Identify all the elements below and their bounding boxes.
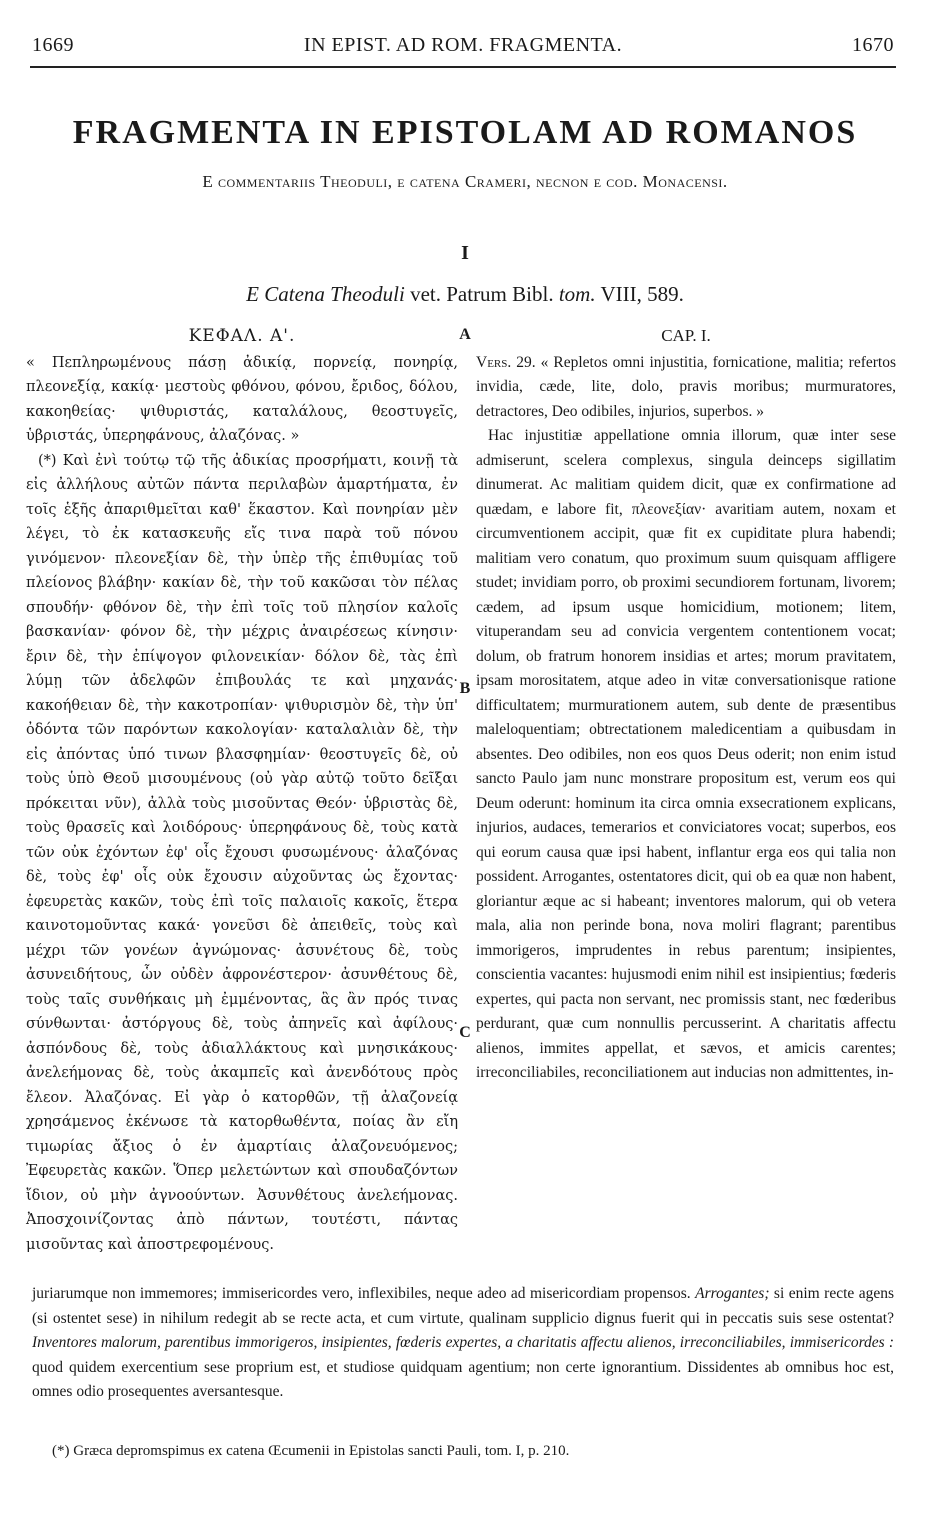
latin-column (476, 324, 896, 1086)
section-number: I (461, 242, 469, 264)
latin-verse-text: « Repletos omni injustitia, fornicatione, malitia; refertos invidia, cæde, lite, dolo, pravis moribus; murmuratores, detractores, Deo odibiles, injurios, superbos. » (476, 353, 897, 420)
margin-letter-a: A (459, 326, 471, 343)
greek-column (26, 324, 458, 1257)
full-text-2: si enim recte agens (si ostentet sese) in nihilum redegit ab se recte acta, et cum virtute, qualinam supplicio dignus fuerit qui in peccatis suis sese ostentat? (32, 1285, 894, 1327)
greek-column-heading: ΚΕΦΑΛ. Α'. (188, 326, 296, 346)
latin-commentary: Hac injustitiæ appellatione omnia illorum, quæ inter sese admiserunt, scelera complexus, singula deinceps sigillatim dinumerat. Ac malitiam quidem dicit, quæ ex confirmatione ad quædam, e labore fit, πλεονεξίαν· avaritiam autem, noxam et circumventionem accipit, quæ fit ex cupiditate plura habendi; malitiam vero conatum, quo proximum suum quisquam affligere studet; invidiam porro, ob proximi secundiorem fortunam, livorem; cædem, ad ipsum usque homicidium, motionem; litem, vituperandam seu ad convicia vergentem contentionem vocat; dolum, ob fratrum honorem insidias et artes; morum pravitatem, ipsam morositatem, atque adeo in vitæ conversationisque ratione difficultatem; murmurationem autem, sub dente de præsentibus maleloquentiam; obtrectationem maledicentiam a quibusdam in absentes. Deo odibiles, non eos quos Deus oderit; non enim istud sancto Paulo jam nunc monstrare propositum est, verum eos qui Deum oderunt: hominum ita circa omnia exsecrationem explicans, injurios, audaces, temerarios et conviciatores vocat; superbos, eos qui eorum causa quæ ipsi habent, inflantur erga eos qui talia non possident. Arrogantes, ostentatores dicit, qui ob ea quæ non habent, gloriantur æque ac si habeant; inventores malorum, qui ob vetera mala, alia non perinde bona, nova moliri flagrant; parentibus immorigeros, imprudentes in rebus parentum; insipientes, conscientia vacantes: hujusmodi enim nihil est insipientius; fœderis expertes, qui pacta non servant, nec promissis stant, nec fœderibus perdurant, quæ cum nonnullis percusserint. A charitatis affectu alienos, immites appellat, et sævos, et amicis carentes; irreconciliabiles, reconciliationem aut inducias non admittentes, in- (476, 427, 896, 1081)
source-tom: tom. (558, 282, 596, 306)
latin-verse (476, 351, 896, 425)
document-subtitle: E commentariis Theoduli, e catena Crameri, necnon e cod. Monacensi. (202, 172, 728, 191)
source-tom-ref: VIII, 589. (595, 282, 684, 306)
full-width-text (32, 1282, 894, 1405)
full-width-paragraph (32, 1282, 894, 1405)
document-title: FRAGMENTA IN EPISTOLAM AD ROMANOS (72, 114, 858, 151)
source-line (0, 282, 930, 307)
full-text-1: juriarumque non immemores; immisericordes vero, inflexibiles, neque adeo ad misericordiam propensos. (32, 1285, 696, 1302)
header-rule (30, 66, 896, 68)
running-head-title: IN EPIST. AD ROM. FRAGMENTA. (303, 34, 623, 56)
source-italic: E Catena Theoduli (246, 282, 405, 306)
full-italic-2: Inventores malorum, parentibus immorigeros, insipientes, fœderis expertes, a charitatis affectu alienos, irreconciliabiles, immisericordes : (32, 1334, 894, 1351)
greek-verse: « Πεπληρωμένους πάσῃ ἀδικίᾳ, πορνείᾳ, πονηρίᾳ, πλεονεξίᾳ, κακίᾳ· μεστοὺς φθόνου, φόνου, ἔριδος, δόλου, κακοηθείας· ψιθυριστάς, καταλάλους, θεοστυγεῖς, ὑβριστάς, ὑπερηφάνους, ἀλαζόνας. » (26, 354, 458, 444)
margin-letter-c: C (459, 1024, 471, 1041)
full-italic-1: Arrogantes; (695, 1285, 770, 1302)
footnote: (*) Græca depromspimus ex catena Œcumenii in Epistolas sancti Pauli, tom. I, p. 210. (52, 1443, 570, 1459)
full-text-3: quod quidem exercentium sese proprium est, et studiose quidquam agentium; non certe ignorantium. Dissidentes ab omnibus hoc est, omnes odio prosequentes aversantesque. (32, 1358, 894, 1400)
source-plain: vet. Patrum Bibl. (404, 282, 559, 306)
running-head (32, 34, 894, 60)
page-number-right: 1670 (852, 34, 894, 56)
latin-column-heading: CAP. I. (661, 326, 711, 345)
margin-letter-b: B (459, 680, 471, 697)
greek-commentary: (*) Καὶ ἐνὶ τούτῳ τῷ τῆς ἀδικίας προσρήματι, κοινῇ τὰ εἰς ἀλλήλους αὐτῶν πάντα περιλαβὼν ἁμαρτήματα, ἐν τοῖς ἑξῆς ἀπαριθμεῖται καθ' ἕκαστον. Καὶ πονηρίαν μὲν λέγει, τὸ ἐκ κατασκευῆς εἴς τινα παρὰ τοῦ πόνου γινόμενον· πλεονεξίαν δὲ, τὴν ὑπὲρ τῆς ἐπιθυμίας τοῦ πλείονος βλάβην· κακίαν δὲ, τὴν τοῦ κακῶσαι τὸν πέλας σπουδήν· φθόνον δὲ, τὴν ἐπὶ τοῖς τοῦ πλησίον καλοῖς βασκανίαν· φόνον δὲ, τὴν μέχρις ἀναιρέσεως κίνησιν· ἔριν δὲ, τὴν ἐπίψογον φιλονεικίαν· δόλον δὲ, τὰς ἐπὶ λύμῃ τῶν ἀδελφῶν ἐπιβουλάς τε καὶ μηχανάς· κακοήθειαν δὲ, τὴν κακοτροπίαν· ψιθυρισμὸν δὲ, τὴν ὑπ' ὀδόντα τῶν παρόντων κακολογίαν· καταλαλιὰν δὲ, τὴν εἰς ἀπόντας ὑπό τινων βλασφημίαν· θεοστυγεῖς δὲ, οὐ τοὺς ὑπὸ Θεοῦ μισουμένους (οὐ γὰρ αὐτῷ τοῦτο δεῖξαι πρόκειται νῦν), ἀλλὰ τοὺς μισοῦντας Θεόν· ὑβριστὰς δὲ, τοὺς θρασεῖς καὶ λοιδόρους· ὑπερηφάνους δὲ, τοὺς κατὰ τῶν οὐκ ἐχόντων ἐφ' οἷς ἔχουσι φυσωμένους· ἀλαζόνας δὲ, τοὺς ἐφ' οἷς οὐκ ἔχουσιν αὐχοῦντας ὡς ἔχοντας· ἐφευρετὰς κακῶν, τοὺς ἐπὶ τοῖς παλαιοῖς κακοῖς, ἕτερα καινοτομοῦντας κακά· γονεῦσι δὲ ἀπειθεῖς, τοὺς καὶ μέχρι τῶν γονέων ἀγνώμονας· ἀσυνέτους δὲ, τοὺς ἀσυνειδήτους, ὧν οὐδὲν ἀφρονέστερον· ἀσυνθέτους δὲ, τοὺς ταῖς συνθήκαις μὴ ἐμμένοντας, ἃς ἂν πρός τινας σύνθωνται· ἀστόργους δὲ, τοὺς ἀπηνεῖς καὶ ἀφίλους· ἀσπόνδους δὲ, τοὺς ἀδιαλλάκτους καὶ μνησικάκους· ἀνελεήμονας δὲ, τοὺς ἀκαμπεῖς καὶ ἀνενδότους πρὸς ἔλεον. Ἀλαζόνας. Εἰ γὰρ ὁ κατορθῶν, τῇ ἀλαζονείᾳ χρησάμενος ἐκένωσε τὰ κατορθωθέντα, ποίας ἂν εἴη τιμωρίας ἄξιος ὁ ἐν ἁμαρτίαις ἀλαζονευόμενος; Ἐφευρετὰς κακῶν. Ὅπερ μελετώντων καὶ σπουδαζόντων ἴδιον, οὐ μὴν ἀγνοούντων. Ἀσυνθέτους ἀνελεήμονας. Ἀποσχοινίζοντας ἀπὸ πάντων, τουτέστι, πάντας μισοῦντας καὶ ἀποστρεφομένους. (26, 452, 458, 1253)
page-number-left: 1669 (32, 34, 74, 56)
verse-label: Vers. 29. (476, 353, 536, 371)
